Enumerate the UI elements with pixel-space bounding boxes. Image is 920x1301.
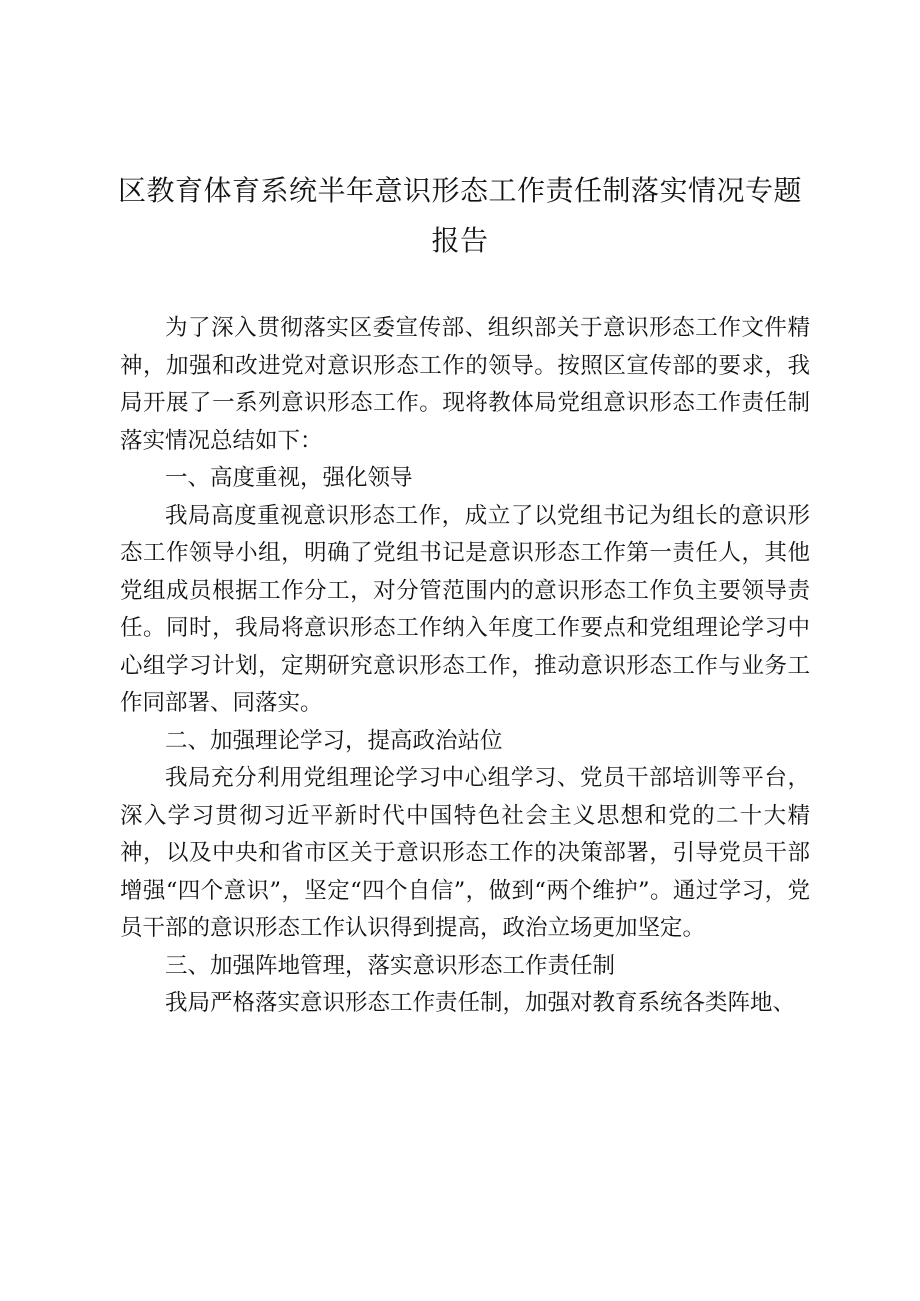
section-3-paragraph: 我局严格落实意识形态工作责任制，加强对教育系统各类阵地、 [165, 990, 796, 1016]
section-1-paragraph: 我局高度重视意识形态工作，成立了以党组书记为组长的意识形态工作领导小组，明确了党组书记是意识形态工作第一责任人，其他党组成员根据工作分工，对分管范围内的意识形态工作负主要领导责任。同时，我局将意识形态工作纳入年度工作要点和党组理论学习中心组学习计划，定期研究意识形态工作，推动意识形态工作与业务工作同部署、同落实。 [120, 502, 810, 716]
section-heading-1: 一、高度重视，强化领导 [165, 465, 413, 491]
section-heading-3: 三、加强阵地管理，落实意识形态工作责任制 [165, 952, 616, 979]
section-heading-2: 二、加强理论学习，提高政治站位 [165, 727, 503, 754]
intro-paragraph: 为了深入贯彻落实区委宣传部、组织部关于意识形态工作文件精神，加强和改进党对意识形态工作的领导。按照区宣传部的要求，我局开展了一系列意识形态工作。现将教体局党组意识形态工作责任制落实情况总结如下： [120, 315, 810, 454]
document-title-line-2: 报告 [431, 224, 489, 257]
document-body [120, 310, 810, 1023]
document-title-line-1: 区教育体育系统半年意识形态工作责任制落实情况专题 [117, 174, 802, 207]
section-2-paragraph: 我局充分利用党组理论学习中心组学习、党员干部培训等平台，深入学习贯彻习近平新时代中国特色社会主义思想和党的二十大精神，以及中央和省市区关于意识形态工作的决策部署，引导党员干部增强“四个意识”，坚定“四个自信”，做到“两个维护”。通过学习，党员干部的意识形态工作认识得到提高，政治立场更加坚定。 [120, 765, 810, 941]
